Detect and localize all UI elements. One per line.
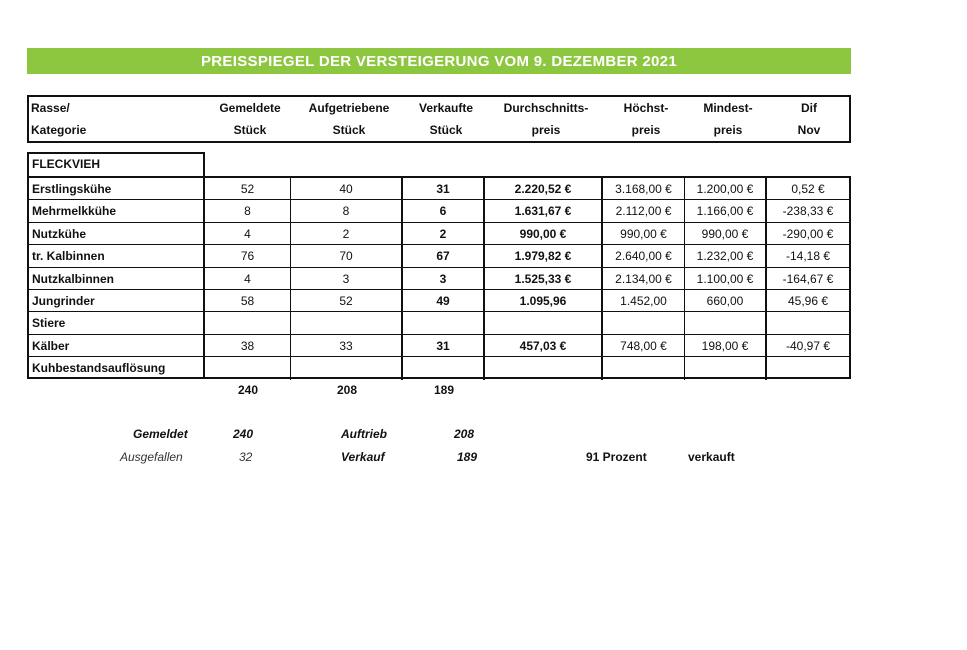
row-name: Kälber	[29, 335, 203, 357]
cell-verkauft: 3	[403, 268, 485, 290]
cell-hoechst: 2.134,00 €	[603, 268, 685, 290]
cell-dif: 45,96 €	[767, 290, 849, 312]
cell-durchschnitt: 990,00 €	[485, 223, 603, 245]
section-fleckvieh: FLECKVIEH	[27, 152, 205, 176]
row-name: Stiere	[29, 312, 203, 334]
cell-mindest: 1.166,00 €	[685, 200, 767, 222]
summary-gemeldet-label: Gemeldet	[133, 427, 188, 441]
cell-hoechst: 3.168,00 €	[603, 178, 685, 200]
cell-hoechst: 748,00 €	[603, 335, 685, 357]
summary-ausgefallen-label: Ausgefallen	[120, 450, 183, 464]
cell-hoechst	[603, 312, 685, 334]
cell-verkauft	[403, 357, 485, 379]
cell-dif: -14,18 €	[767, 245, 849, 267]
summary-prozent: 91 Prozent	[586, 450, 647, 464]
cell-dif: -290,00 €	[767, 223, 849, 245]
header-verkaufte: Verkaufte Stück	[418, 101, 474, 137]
cell-dif: 0,52 €	[767, 178, 849, 200]
cell-durchschnitt: 1.525,33 €	[485, 268, 603, 290]
table-header	[27, 95, 851, 143]
row-name: Nutzkalbinnen	[29, 268, 203, 290]
cell-verkauft	[403, 312, 485, 334]
cell-durchschnitt: 1.095,96	[485, 290, 603, 312]
cell-hoechst: 2.112,00 €	[603, 200, 685, 222]
row-name: Mehrmelkkühe	[29, 200, 203, 222]
cell-aufgetrieben: 3	[291, 268, 403, 290]
summary-gemeldet-value: 240	[233, 427, 254, 441]
header-durchschnittspreis: Durchschnitts- preis	[503, 101, 589, 137]
price-table-body	[205, 176, 851, 379]
summary-verkauft: verkauft	[688, 450, 735, 464]
cell-gemeldet: 76	[205, 245, 291, 267]
cell-mindest: 1.232,00 €	[685, 245, 767, 267]
cell-gemeldet: 52	[205, 178, 291, 200]
cell-hoechst: 2.640,00 €	[603, 245, 685, 267]
cell-aufgetrieben: 8	[291, 200, 403, 222]
cell-mindest	[685, 357, 767, 379]
cell-aufgetrieben	[291, 312, 403, 334]
cell-mindest: 990,00 €	[685, 223, 767, 245]
cell-gemeldet: 4	[205, 268, 291, 290]
cell-aufgetrieben: 52	[291, 290, 403, 312]
cell-verkauft: 2	[403, 223, 485, 245]
summary-verkauf-value: 189	[457, 450, 478, 464]
cell-mindest: 198,00 €	[685, 335, 767, 357]
total-verkauft: 189	[433, 383, 455, 397]
cell-aufgetrieben: 2	[291, 223, 403, 245]
cell-aufgetrieben: 40	[291, 178, 403, 200]
cell-gemeldet: 4	[205, 223, 291, 245]
cell-dif: -238,33 €	[767, 200, 849, 222]
cell-mindest: 660,00	[685, 290, 767, 312]
cell-gemeldet: 58	[205, 290, 291, 312]
header-mindestpreis: Mindest- preis	[703, 101, 753, 137]
header-aufgetriebene: Aufgetriebene Stück	[308, 101, 390, 137]
cell-gemeldet	[205, 312, 291, 334]
cell-durchschnitt: 457,03 €	[485, 335, 603, 357]
cell-hoechst: 1.452,00	[603, 290, 685, 312]
total-gemeldet: 240	[237, 383, 259, 397]
cell-gemeldet: 8	[205, 200, 291, 222]
cell-mindest: 1.100,00 €	[685, 268, 767, 290]
cell-aufgetrieben: 33	[291, 335, 403, 357]
summary-auftrieb-label: Auftrieb	[341, 427, 387, 441]
cell-durchschnitt: 1.631,67 €	[485, 200, 603, 222]
cell-aufgetrieben	[291, 357, 403, 379]
cell-verkauft: 31	[403, 178, 485, 200]
cell-verkauft: 6	[403, 200, 485, 222]
total-aufgetrieben: 208	[336, 383, 358, 397]
cell-durchschnitt: 1.979,82 €	[485, 245, 603, 267]
cell-dif	[767, 312, 849, 334]
header-rasse-kategorie: Rasse/ Kategorie	[31, 101, 87, 137]
row-name: Kuhbestandsauflösung	[32, 361, 166, 376]
summary-verkauf-label: Verkauf	[341, 450, 385, 464]
cell-aufgetrieben: 70	[291, 245, 403, 267]
row-name: Nutzkühe	[29, 223, 203, 245]
cell-mindest: 1.200,00 €	[685, 178, 767, 200]
report-title: PREISSPIEGEL DER VERSTEIGERUNG VOM 9. DEZEMBER 2021	[27, 48, 851, 74]
cell-verkauft: 67	[403, 245, 485, 267]
cell-dif: -164,67 €	[767, 268, 849, 290]
row-name: Erstlingskühe	[29, 178, 203, 200]
cell-durchschnitt	[485, 312, 603, 334]
row-name: Jungrinder	[29, 290, 203, 312]
cell-mindest	[685, 312, 767, 334]
header-dif-nov: Dif Nov	[797, 101, 821, 137]
category-column	[27, 176, 205, 379]
header-gemeldete: Gemeldete Stück	[219, 101, 281, 137]
row-name: tr. Kalbinnen	[29, 245, 203, 267]
cell-verkauft: 49	[403, 290, 485, 312]
cell-dif	[767, 357, 849, 379]
cell-dif: -40,97 €	[767, 335, 849, 357]
cell-gemeldet: 38	[205, 335, 291, 357]
summary-ausgefallen-value: 32	[239, 450, 253, 464]
summary-auftrieb-value: 208	[454, 427, 475, 441]
cell-verkauft: 31	[403, 335, 485, 357]
cell-gemeldet	[205, 357, 291, 379]
header-hoechstpreis: Höchst- preis	[623, 101, 669, 137]
cell-hoechst: 990,00 €	[603, 223, 685, 245]
cell-durchschnitt: 2.220,52 €	[485, 178, 603, 200]
cell-durchschnitt	[485, 357, 603, 379]
cell-hoechst	[603, 357, 685, 379]
